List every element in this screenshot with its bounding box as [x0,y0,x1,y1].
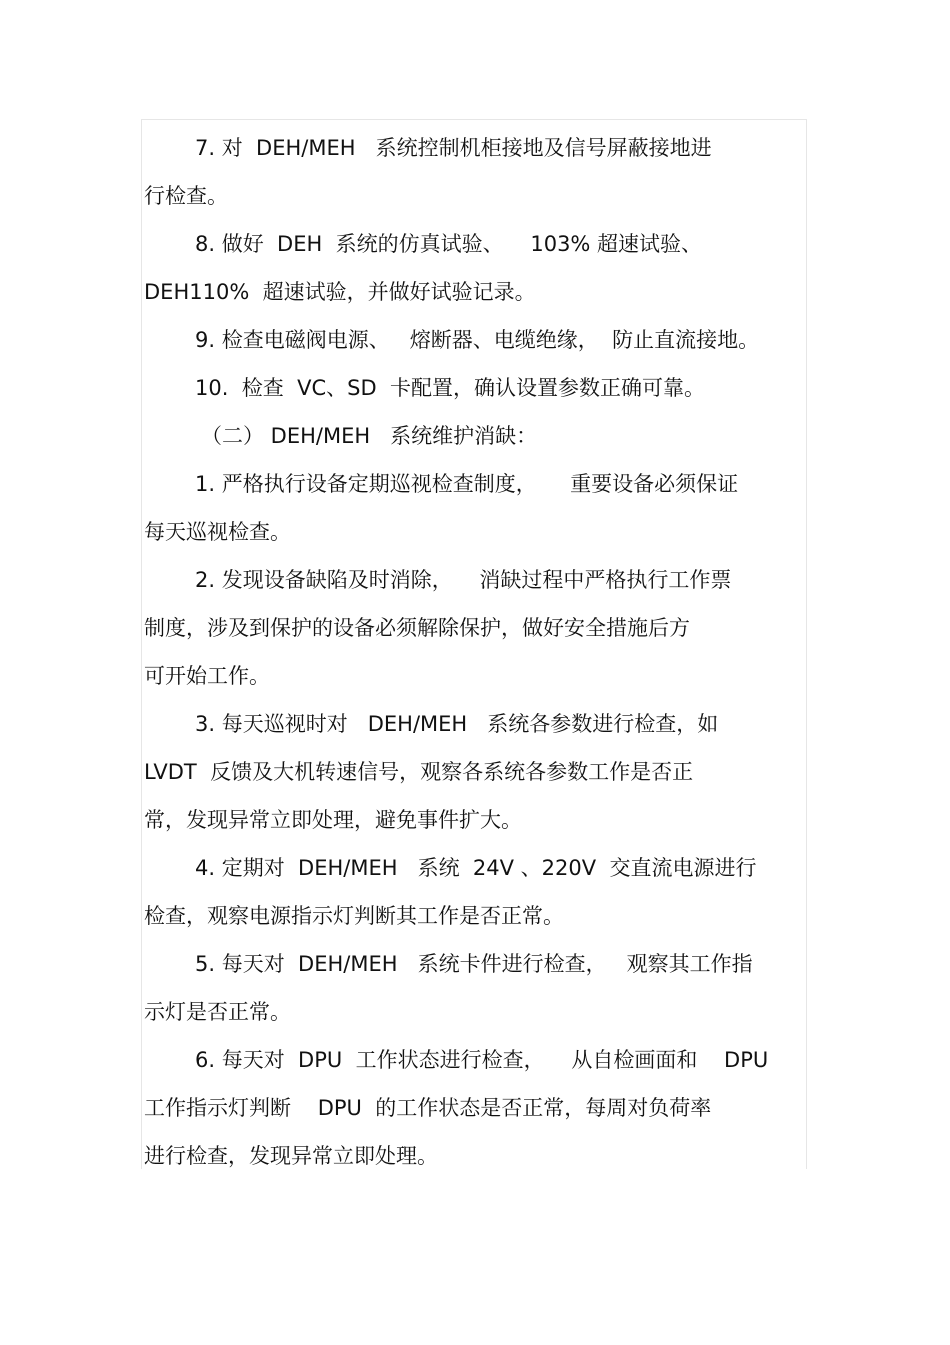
paragraph-line: 10. 检查 VC、SD 卡配置，确认设置参数正确可靠。 [195,376,705,400]
paragraph-line: DEH110% 超速试验，并做好试验记录。 [144,280,536,304]
paragraph-line: 进行检查，发现异常立即处理。 [144,1144,438,1168]
paragraph-line: 检查，观察电源指示灯判断其工作是否正常。 [144,904,564,928]
paragraph-line: 1. 严格执行设备定期巡视检查制度， 重要设备必须保证 [195,472,739,496]
paragraph-line: LVDT 反馈及大机转速信号，观察各系统各参数工作是否正 [144,760,694,784]
section-heading: （二） DEH/MEH 系统维护消缺： [201,424,538,448]
paragraph-line: 2. 发现设备缺陷及时消除， 消缺过程中严格执行工作票 [195,568,732,592]
paragraph-line: 5. 每天对 DEH/MEH 系统卡件进行检查， 观察其工作指 [195,952,753,976]
paragraph-line: 制度，涉及到保护的设备必须解除保护，做好安全措施后方 [144,616,690,640]
paragraph-line: 常，发现异常立即处理，避免事件扩大。 [144,808,522,832]
paragraph-line: 示灯是否正常。 [144,1000,291,1024]
paragraph-line: 9. 检查电磁阀电源、 熔断器、电缆绝缘， 防止直流接地。 [195,328,760,352]
paragraph-line: 可开始工作。 [144,664,270,688]
paragraph-line: 8. 做好 DEH 系统的仿真试验、 103% 超速试验、 [195,232,703,256]
paragraph-line: 6. 每天对 DPU 工作状态进行检查， 从自检画面和 DPU [195,1048,769,1072]
paragraph-line: 每天巡视检查。 [144,520,291,544]
paragraph-line: 行检查。 [144,184,228,208]
paragraph-line: 7. 对 DEH/MEH 系统控制机柜接地及信号屏蔽接地进 [195,136,712,160]
paragraph-line: 4. 定期对 DEH/MEH 系统 24V 、220V 交直流电源进行 [195,856,757,880]
paragraph-line: 工作指示灯判断 DPU 的工作状态是否正常，每周对负荷率 [144,1096,712,1120]
paragraph-line: 3. 每天巡视时对 DEH/MEH 系统各参数进行检查，如 [195,712,719,736]
